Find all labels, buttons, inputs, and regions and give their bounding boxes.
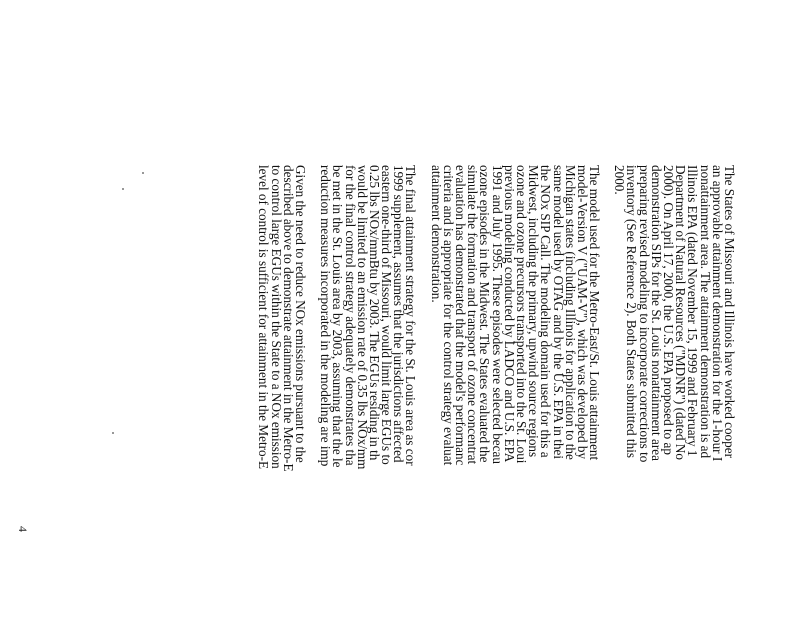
text-line: 0.25 lbs NOx/mmBtu by 2003. The EGUs residing in th [366,165,382,461]
text-line: to control large EGUs within the State to a NOx emission [268,165,284,469]
paragraph-3 [319,165,417,618]
text-line: ozone and ozone precursors transported into the St. Loui [514,165,529,464]
text-line: 1991 and July 1995. These episodes were selected becau [489,165,505,464]
scan-speck [142,172,144,174]
text-line: preparing revised modeling to incorporate corrections to [636,165,652,463]
rotated-text-block [244,165,735,618]
text-line: Midwest, including the primary, upwind source regions [526,165,542,458]
text-line: 2000. [612,165,628,195]
text-line: Illinois EPA (dated November 15, 1999 and February 1 [685,165,701,457]
text-line: model-Version V ("UAM-V"), which was developed by [574,165,590,460]
text-line: attainment demonstration. [428,165,444,303]
text-line: Given the need to reduce NOx emissions pursuant to the [293,165,308,463]
text-line: would be limited to an emission rate of 0.35 lbs NOx/mm [354,165,370,470]
text-line: be met in the St. Louis area by 2003, assuming that the le [330,165,346,468]
text-line: level of control is sufficient for attainment in the Metro-E [256,165,272,470]
text-line: The model used for the Metro-East/St. Louis attainment [587,165,603,461]
text-line: Michigan states (including Illinois for application to the [562,165,578,460]
text-line: previous modeling conducted by LADCO and U.S. EPA [501,165,517,463]
text-line: Department of Natural Resources ("MDNR") (dated No [673,165,689,460]
text-line: 1999 supplement, assumes that the jurisdictions affected [391,165,407,463]
text-line: for the final control strategy adequately demonstrates tha [342,165,358,466]
text-line: The final attainment strategy for the St. Louis area as cor [403,165,419,466]
scan-speck [122,188,124,190]
text-line: The States of Missouri and Illinois have worked cooper [722,165,737,458]
text-line: criteria and is appropriate for the control strategy evaluat [440,165,456,466]
text-line: reduction measures incorporated in the modeling are imp [318,165,334,467]
text-line: simulate the formation and transport of ozone concentrat [465,165,481,465]
text-line: the NOx SIP Call. The modeling domain used for this a [538,165,554,458]
text-line: 2000). On April 17, 2000, the U.S. EPA proposed to ap [661,165,677,456]
text-line: described above to demonstrate attainment in the Metro-E [280,165,296,472]
text-line: eastern one-third of Missouri, would limit large EGUs to [379,165,395,465]
paragraph-2 [430,165,601,618]
text-line: nonattainment area. The attainment demonstration is ad [697,165,713,459]
paragraph-4 [257,165,306,618]
text-line: an approvable attainment demonstration for the 1-hour I [709,165,725,462]
scan-speck [112,432,114,434]
text-line: inventory (See Reference 2). Both States submitted this [624,165,640,458]
text-line: ozone episodes in the Midwest. The States evaluated the [477,165,493,463]
text-line: demonstration SIPs for the St. Louis nonattainment area [648,165,664,461]
paragraph-1 [613,165,735,618]
text-line: same model used by OTAG and by the U.S. EPA in thei [550,165,566,460]
text-line: evaluation has demonstrated that the model's performanc [453,165,469,466]
page-number: 4 [16,526,30,532]
